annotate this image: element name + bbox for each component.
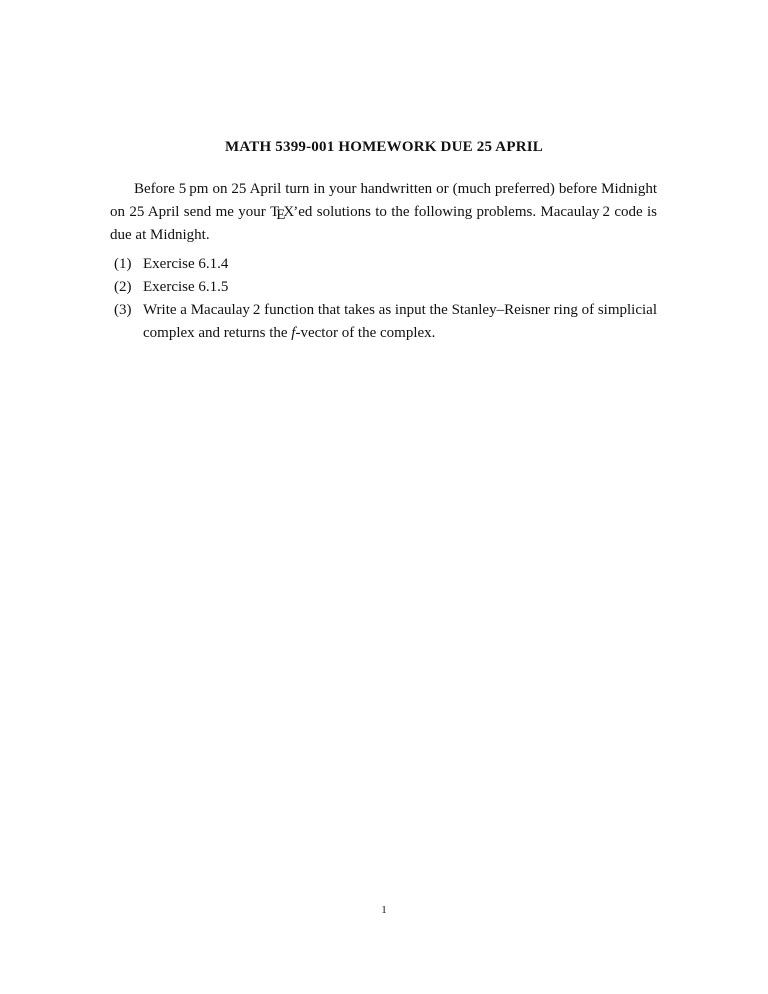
document-title: MATH 5399-001 HOMEWORK DUE 25 APRIL: [225, 139, 543, 155]
page-number: 1: [381, 904, 387, 916]
item-text: Exercise 6.1.5: [143, 279, 229, 295]
f-symbol: f: [291, 325, 296, 341]
item-number: (3): [114, 302, 132, 318]
list-item: [110, 299, 657, 345]
item-number: (1): [114, 256, 132, 272]
list-item: [110, 276, 657, 299]
instructions-text-part1: Before 5 pm on 25 April turn in your handwritten or (much preferred) before Midnight on 25 April send me your: [110, 181, 657, 220]
problem-list: [110, 253, 657, 345]
instructions-paragraph: [110, 178, 657, 247]
item-text: Exercise 6.1.4: [143, 256, 229, 272]
item-text: Write a Macaulay 2 function that takes as input the Stanley–Reisner ring of simplicial complex and returns the f-vector of the complex.: [143, 302, 657, 341]
tex-logo: TEX: [270, 204, 294, 223]
list-item: [110, 253, 657, 276]
item-number: (2): [114, 279, 132, 295]
instructions-text-part2: ’ed solutions to the following problems. Macaulay 2 code is due at Midnight.: [110, 204, 658, 243]
